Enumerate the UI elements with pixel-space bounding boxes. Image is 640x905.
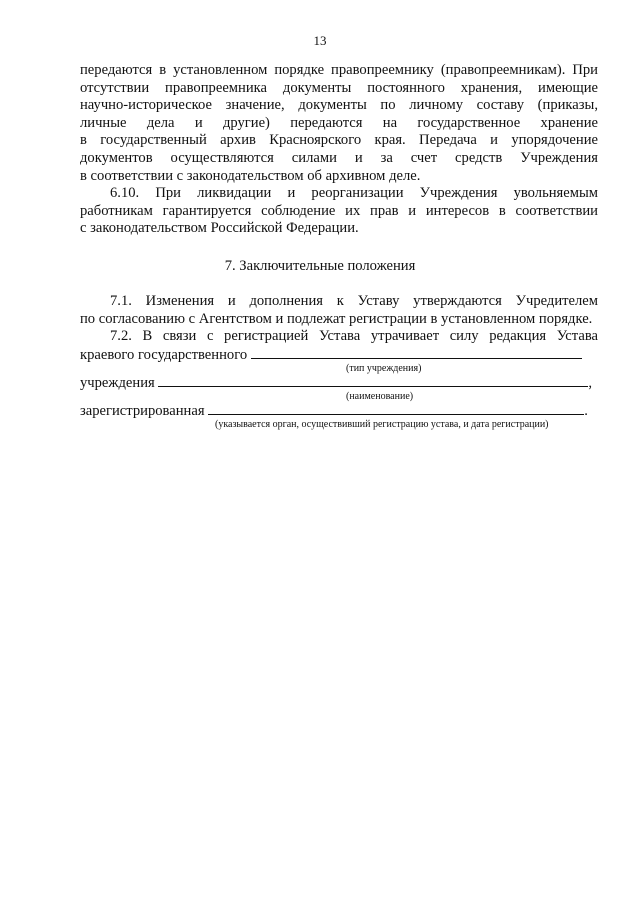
form-line-institution-name [80, 374, 600, 393]
blank-line [158, 374, 588, 387]
form-label: краевого государственного [80, 347, 248, 363]
text-line: в государственный архив Красноярского края. Передача и упорядочение [80, 132, 598, 149]
text-line: личные дела и другие) передаются на государственное хранение [80, 114, 598, 131]
text-line: 7.1. Изменения и дополнения к Уставу утверждаются Учредителем [110, 293, 598, 309]
text-line: научно-историческое значение, документы по личному составу (приказы, [80, 97, 598, 114]
paragraph-archive-transfer [80, 62, 598, 185]
caption-institution-name: (наименование) [346, 391, 414, 402]
text-line: отсутствии правопреемника документы постоянного хранения, имеющие [80, 79, 598, 96]
text-line: передаются в установленном порядке правопреемнику (правопреемникам). При [80, 62, 598, 78]
text-line: с законодательством Российской Федерации. [80, 220, 359, 237]
text-line: работникам гарантируется соблюдение их прав и интересов в соответствии [80, 202, 598, 219]
caption-registration: (указывается орган, осуществивший регистрацию устава, и дата регистрации) [215, 419, 549, 430]
paragraph-7-2 [80, 328, 598, 346]
form-end-punctuation: , [588, 375, 593, 391]
form-line-registration [80, 402, 600, 421]
blank-line [208, 402, 584, 415]
form-end-punctuation: . [584, 403, 588, 419]
form-label: зарегистрированная [80, 403, 205, 419]
text-line: документов осуществляются силами и за счет средств Учреждения [80, 149, 598, 166]
form-label: учреждения [80, 375, 155, 391]
text-line: в соответствии с законодательством об архивном деле. [80, 167, 421, 184]
form-line-institution-type [80, 346, 600, 365]
caption-institution-type: (тип учреждения) [346, 363, 422, 374]
page-number: 13 [313, 33, 327, 48]
text-line: по согласованию с Агентством и подлежат регистрации в установленном порядке. [80, 310, 593, 327]
paragraph-7-1 [80, 293, 598, 328]
section-heading: 7. Заключительные положения [224, 258, 416, 274]
blank-line [251, 346, 582, 359]
text-line: 7.2. В связи с регистрацией Устава утрачивает силу редакция Устава [110, 328, 598, 344]
text-line: 6.10. При ликвидации и реорганизации Учреждения увольняемым [110, 185, 598, 201]
paragraph-6-10 [80, 185, 598, 238]
